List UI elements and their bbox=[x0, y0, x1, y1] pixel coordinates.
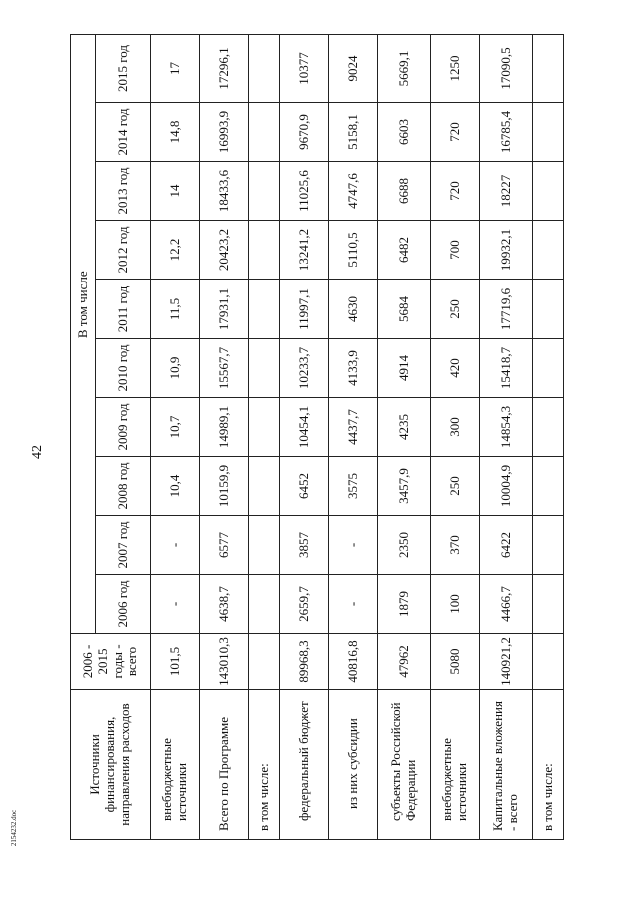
row-value: 17 bbox=[151, 34, 200, 102]
rotated-table-container bbox=[70, 35, 570, 840]
header-year: 2009 год bbox=[96, 398, 151, 457]
row-label: Всего по Программе bbox=[200, 690, 249, 840]
row-value: - bbox=[151, 575, 200, 634]
row-value: 5684 bbox=[378, 280, 431, 339]
header-year: 2014 год bbox=[96, 103, 151, 162]
row-label: в том числе: bbox=[533, 690, 564, 840]
row-value: 15567,7 bbox=[200, 339, 249, 398]
row-value: 720 bbox=[431, 103, 480, 162]
row-value: 12,2 bbox=[151, 221, 200, 280]
row-value: 10004,9 bbox=[480, 457, 533, 516]
table-row bbox=[480, 34, 533, 839]
row-label: Капитальные вложения - всего bbox=[480, 690, 533, 840]
row-value bbox=[533, 34, 564, 102]
header-spacer bbox=[71, 575, 96, 634]
row-value: 19932,1 bbox=[480, 221, 533, 280]
row-value: 14 bbox=[151, 162, 200, 221]
header-year: 2015 год bbox=[96, 34, 151, 102]
table-row bbox=[378, 34, 431, 839]
row-value bbox=[249, 398, 280, 457]
table-row bbox=[249, 34, 280, 839]
row-value: 9670,9 bbox=[280, 103, 329, 162]
table-row bbox=[200, 34, 249, 839]
row-value bbox=[533, 280, 564, 339]
row-value: 10377 bbox=[280, 34, 329, 102]
row-label: из них субсидии bbox=[329, 690, 378, 840]
row-total: 5080 bbox=[431, 634, 480, 690]
row-value: 10,9 bbox=[151, 339, 200, 398]
row-value: 2350 bbox=[378, 516, 431, 575]
row-value: 11997,1 bbox=[280, 280, 329, 339]
row-total: 89968,3 bbox=[280, 634, 329, 690]
row-value bbox=[249, 221, 280, 280]
row-value: 1879 bbox=[378, 575, 431, 634]
row-label: федеральный бюджет bbox=[280, 690, 329, 840]
row-value bbox=[533, 221, 564, 280]
table-row bbox=[151, 34, 200, 839]
row-value: 5158,1 bbox=[329, 103, 378, 162]
header-total: 2006 - 2015 годы - всего bbox=[71, 634, 151, 690]
row-value bbox=[249, 516, 280, 575]
row-value: 4638,7 bbox=[200, 575, 249, 634]
row-value: 10454,1 bbox=[280, 398, 329, 457]
row-value bbox=[533, 575, 564, 634]
row-value: 18227 bbox=[480, 162, 533, 221]
row-value bbox=[249, 34, 280, 102]
header-year: 2007 год bbox=[96, 516, 151, 575]
row-value: 18433,6 bbox=[200, 162, 249, 221]
row-total: 47962 bbox=[378, 634, 431, 690]
header-year: 2008 год bbox=[96, 457, 151, 516]
row-value: 17090,5 bbox=[480, 34, 533, 102]
row-value bbox=[249, 280, 280, 339]
row-value: 6422 bbox=[480, 516, 533, 575]
row-value: 370 bbox=[431, 516, 480, 575]
row-value: 4133,9 bbox=[329, 339, 378, 398]
row-value: 4747,6 bbox=[329, 162, 378, 221]
row-value: 4630 bbox=[329, 280, 378, 339]
table-row bbox=[329, 34, 378, 839]
row-value bbox=[249, 103, 280, 162]
row-value: 100 bbox=[431, 575, 480, 634]
row-value: 2659,7 bbox=[280, 575, 329, 634]
row-total bbox=[249, 634, 280, 690]
row-value: 1250 bbox=[431, 34, 480, 102]
row-value: 15418,7 bbox=[480, 339, 533, 398]
row-value: 6688 bbox=[378, 162, 431, 221]
table-body bbox=[151, 34, 564, 839]
row-value: 3857 bbox=[280, 516, 329, 575]
row-value bbox=[249, 457, 280, 516]
row-value: 4914 bbox=[378, 339, 431, 398]
row-value: 10159,9 bbox=[200, 457, 249, 516]
row-value: 11025,6 bbox=[280, 162, 329, 221]
header-year: 2011 год bbox=[96, 280, 151, 339]
row-value: 5669,1 bbox=[378, 34, 431, 102]
header-year: 2013 год bbox=[96, 162, 151, 221]
header-source: Источники финансирования, направления расходов bbox=[71, 690, 151, 840]
row-total: 143010,3 bbox=[200, 634, 249, 690]
row-value bbox=[249, 575, 280, 634]
row-value: 16785,4 bbox=[480, 103, 533, 162]
row-value: 300 bbox=[431, 398, 480, 457]
page-number: 42 bbox=[30, 445, 45, 459]
row-value: 6452 bbox=[280, 457, 329, 516]
row-value: 4437,7 bbox=[329, 398, 378, 457]
row-value bbox=[533, 339, 564, 398]
row-value: 4466,7 bbox=[480, 575, 533, 634]
row-value: 10,7 bbox=[151, 398, 200, 457]
row-value: 6482 bbox=[378, 221, 431, 280]
document-code: 2154232.doc bbox=[10, 809, 18, 847]
row-total: 140921,2 bbox=[480, 634, 533, 690]
row-label: внебюджетные источники bbox=[151, 690, 200, 840]
header-year: 2012 год bbox=[96, 221, 151, 280]
row-value bbox=[533, 162, 564, 221]
header-year: 2006 год bbox=[96, 575, 151, 634]
row-value: - bbox=[151, 516, 200, 575]
financing-table bbox=[70, 34, 564, 840]
table-row bbox=[533, 34, 564, 839]
row-value: 6603 bbox=[378, 103, 431, 162]
row-value bbox=[533, 398, 564, 457]
row-value: 14,8 bbox=[151, 103, 200, 162]
row-value: - bbox=[329, 575, 378, 634]
row-value: 20423,2 bbox=[200, 221, 249, 280]
row-value: 17296,1 bbox=[200, 34, 249, 102]
row-value bbox=[249, 339, 280, 398]
header-year: 2010 год bbox=[96, 339, 151, 398]
row-value: 720 bbox=[431, 162, 480, 221]
row-value: 6577 bbox=[200, 516, 249, 575]
row-value: 9024 bbox=[329, 34, 378, 102]
row-label: внебюджетные источники bbox=[431, 690, 480, 840]
row-value: 4235 bbox=[378, 398, 431, 457]
row-value: 16993,9 bbox=[200, 103, 249, 162]
row-value: 17931,1 bbox=[200, 280, 249, 339]
table-row bbox=[431, 34, 480, 839]
row-value: 10,4 bbox=[151, 457, 200, 516]
row-total: 40816,8 bbox=[329, 634, 378, 690]
row-value: 700 bbox=[431, 221, 480, 280]
row-value: 420 bbox=[431, 339, 480, 398]
row-label: в том числе: bbox=[249, 690, 280, 840]
row-total: 101,5 bbox=[151, 634, 200, 690]
row-value: 10233,7 bbox=[280, 339, 329, 398]
row-value: 250 bbox=[431, 280, 480, 339]
table-row bbox=[280, 34, 329, 839]
row-value: 250 bbox=[431, 457, 480, 516]
row-value bbox=[533, 103, 564, 162]
row-value: - bbox=[329, 516, 378, 575]
row-value: 3575 bbox=[329, 457, 378, 516]
row-value: 14854,3 bbox=[480, 398, 533, 457]
row-value bbox=[533, 516, 564, 575]
row-value bbox=[533, 457, 564, 516]
row-total bbox=[533, 634, 564, 690]
header-in-that-number: В том числе bbox=[71, 34, 96, 574]
row-value: 5110,5 bbox=[329, 221, 378, 280]
row-value: 14989,1 bbox=[200, 398, 249, 457]
row-label: субъекты Российской Федерации bbox=[378, 690, 431, 840]
row-value: 3457,9 bbox=[378, 457, 431, 516]
row-value bbox=[249, 162, 280, 221]
row-value: 17719,6 bbox=[480, 280, 533, 339]
row-value: 13241,2 bbox=[280, 221, 329, 280]
row-value: 11,5 bbox=[151, 280, 200, 339]
header-row-1 bbox=[71, 34, 96, 839]
